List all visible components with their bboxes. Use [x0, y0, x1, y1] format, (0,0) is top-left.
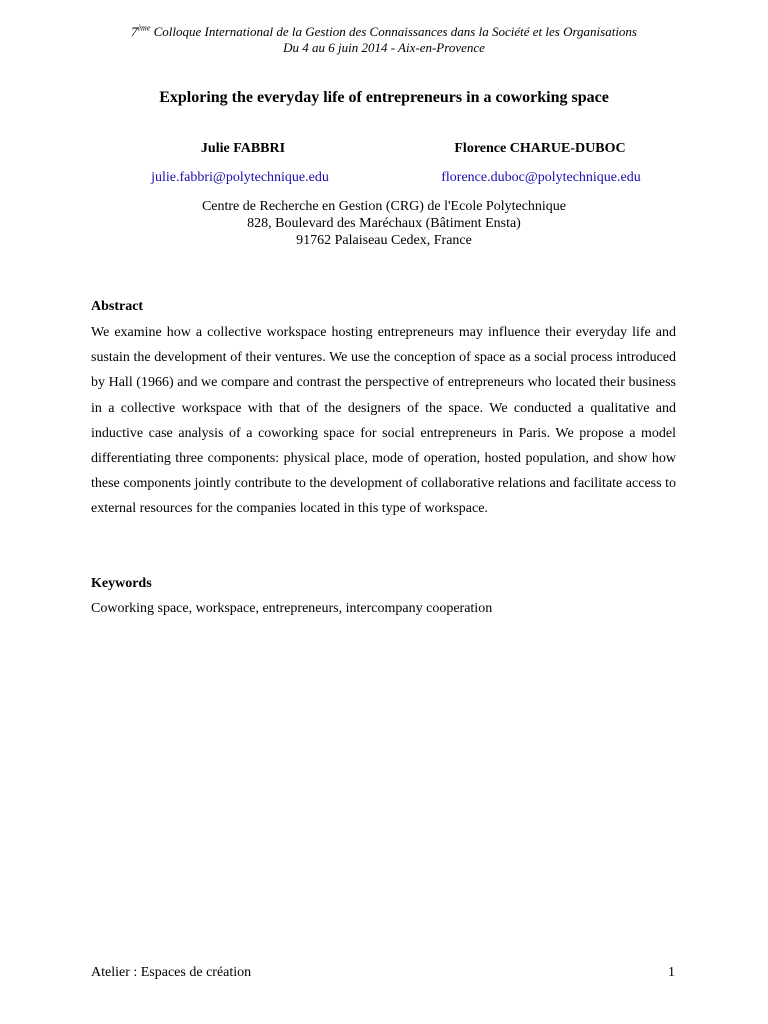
affiliation-line-3: 91762 Palaiseau Cedex, France [296, 233, 472, 248]
keywords-text: Coworking space, workspace, entrepreneurs, intercompany cooperation [91, 601, 493, 616]
page-number: 1 [668, 965, 675, 980]
conference-name: Colloque International de la Gestion des Connaissances dans la Société et les Organisations [150, 24, 637, 39]
affiliation-line-1: Centre de Recherche en Gestion (CRG) de l'Ecole Polytechnique [201, 199, 567, 214]
author-name-2: Florence CHARUE-DUBOC [454, 141, 626, 156]
conference-dates: Du 4 au 6 juin 2014 - Aix-en-Provence [283, 40, 485, 55]
affiliation [0, 198, 768, 249]
paper-title: Exploring the everyday life of entrepreneurs in a coworking space [159, 89, 609, 106]
conference-header [0, 24, 768, 56]
footer-workshop: Atelier : Espaces de création [91, 965, 252, 980]
author-email-2[interactable]: florence.duboc@polytechnique.edu [441, 170, 641, 185]
abstract-heading: Abstract [91, 299, 144, 314]
abstract-text: We examine how a collective workspace hosting entrepreneurs may influence their everyday life and sustain the development of their ventures. We use the conception of space as a social process introduced by Hall (1966) and we compare and contrast the perspective of entrepreneurs who located their business in a collective workspace with that of the designers of the space. We conducted a qualitative and inductive case analysis of a coworking space for social entrepreneurs in Paris. We propose a model differentiating three components: physical place, mode of operation, hosted population, and show how these components jointly contribute to the development of collaborative relations and facilitate access to external resources for the companies located in this type of workspace. [91, 325, 676, 517]
keywords-heading: Keywords [91, 576, 152, 591]
affiliation-line-2: 828, Boulevard des Maréchaux (Bâtiment Ensta) [247, 216, 521, 231]
conference-ordinal-suffix: ème [137, 23, 151, 33]
author-name-1: Julie FABBRI [200, 141, 286, 156]
author-email-1[interactable]: julie.fabbri@polytechnique.edu [151, 170, 329, 185]
conference-name-line [0, 24, 768, 40]
conference-ordinal: 7 [130, 24, 138, 39]
